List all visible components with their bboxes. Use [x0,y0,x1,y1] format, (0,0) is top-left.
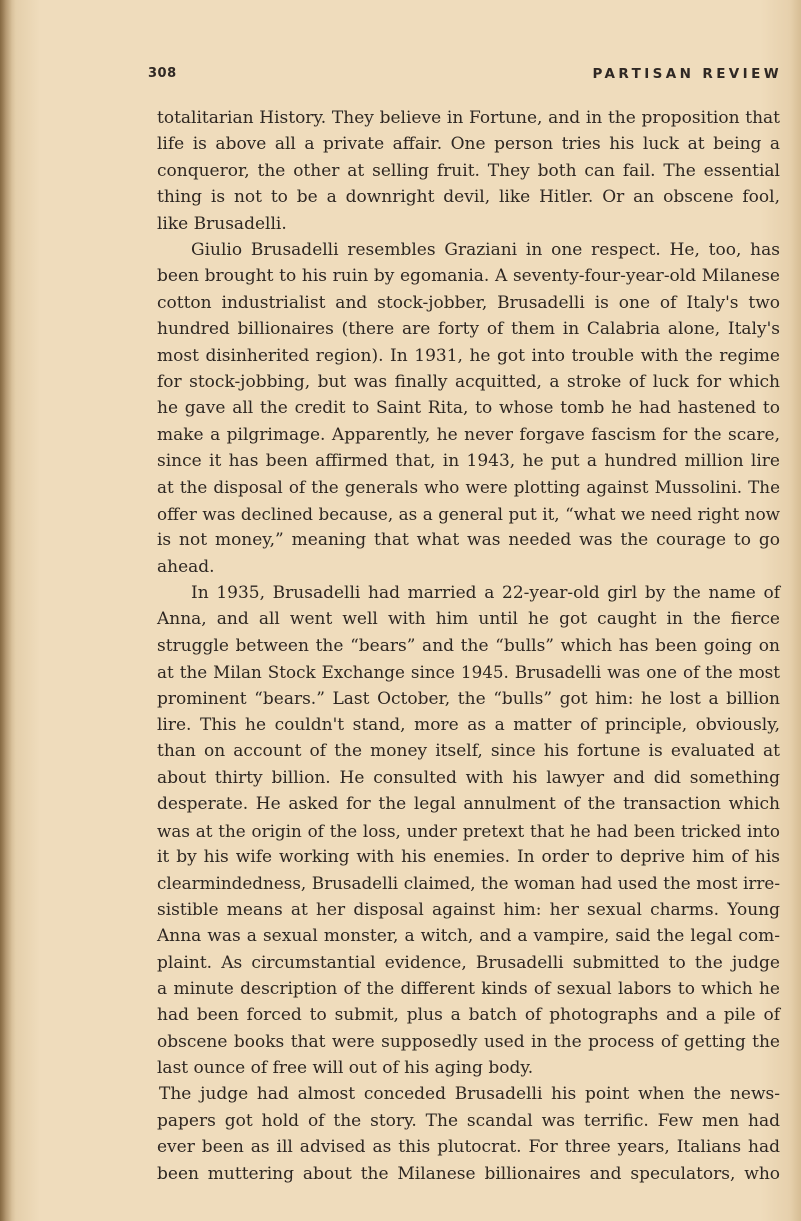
text-line: been muttering about the Milanese billionaires and speculators, who [157,1163,780,1184]
text-line: was at the origin of the loss, under pretext that he had been tricked into [157,820,780,841]
text-line: lire. This he couldn't stand, more as a matter of principle, obviously, [157,714,780,735]
text-line: struggle between the “bears” and the “bulls” which has been going on [157,635,780,656]
text-line: Giulio Brusadelli resembles Graziani in one respect. He, too, has [191,239,780,260]
text-line: about thirty billion. He consulted with his lawyer and did something [157,767,780,788]
body-text [157,105,780,1187]
text-line: at the Milan Stock Exchange since 1945. Brusadelli was one of the most [157,662,780,683]
text-line: for stock-jobbing, but was finally acquitted, a stroke of luck for which [157,371,780,392]
text-line: sistible means at her disposal against him: her sexual charms. Young [157,899,780,920]
text-line: papers got hold of the story. The scandal was terrific. Few men had [157,1110,780,1131]
text-line: In 1935, Brusadelli had married a 22-year-old girl by the name of [191,583,780,604]
text-line: most disinherited region). In 1931, he got into trouble with the regime [157,345,780,366]
text-line: a minute description of the different kinds of sexual labors to which he [157,978,780,999]
text-line: life is above all a private affair. One person tries his luck at being a [157,134,780,155]
text-line: than on account of the money itself, since his fortune is evaluated at [157,741,780,762]
text-line: since it has been affirmed that, in 1943, he put a hundred million lire [157,451,780,472]
text-line: desperate. He asked for the legal annulment of the transaction which [157,794,780,815]
text-line: had been forced to submit, plus a batch of photographs and a pile of [157,1005,780,1026]
text-line: Anna, and all went well with him until he got caught in the fierce [157,609,780,630]
text-line: at the disposal of the generals who were plotting against Mussolini. The [157,477,780,498]
text-line: conqueror, the other at selling fruit. They both can fail. The essential [157,160,780,181]
text-line: obscene books that were supposedly used in the process of getting the [157,1031,780,1052]
text-line: plaint. As circumstantial evidence, Brusadelli submitted to the judge [157,952,780,973]
text-line: clearmindedness, Brusadelli claimed, the woman had used the most irre- [157,873,780,894]
text-line: ever been as ill advised as this plutocrat. For three years, Italians had [157,1137,780,1158]
text-line: totalitarian History. They believe in Fortune, and in the proposition that [157,108,780,128]
text-line: thing is not to be a downright devil, like Hitler. Or an obscene fool, [157,187,780,208]
text-line: last ounce of free will out of his aging body. [157,1058,534,1079]
text-line: ahead. [157,556,215,577]
text-line: Anna was a sexual monster, a witch, and a vampire, said the legal com- [157,926,780,947]
journal-title: PARTISAN REVIEW [592,66,782,82]
text-line: offer was declined because, as a general put it, “what we need right now [157,503,780,524]
text-line: cotton industrialist and stock-jobber, Brusadelli is one of Italy's two [157,292,780,313]
text-line: is not money,” meaning that what was needed was the courage to go [157,530,780,551]
text-line: make a pilgrimage. Apparently, he never forgave fascism for the scare, [157,424,780,445]
page-number: 308 [148,66,177,81]
text-line: it by his wife working with his enemies. In order to deprive him of his [157,846,780,867]
text-line: hundred billionaires (there are forty of them in Calabria alone, Italy's [157,319,780,340]
text-line: The judge had almost conceded Brusadelli his point when the news- [159,1084,780,1105]
running-head [148,66,782,86]
text-line: he gave all the credit to Saint Rita, to whose tomb he had hastened to [157,398,780,419]
text-line: been brought to his ruin by egomania. A seventy-four-year-old Milanese [157,266,780,287]
text-line: like Brusadelli. [157,213,287,234]
text-line: prominent “bears.” Last October, the “bulls” got him: he lost a billion [157,688,780,709]
